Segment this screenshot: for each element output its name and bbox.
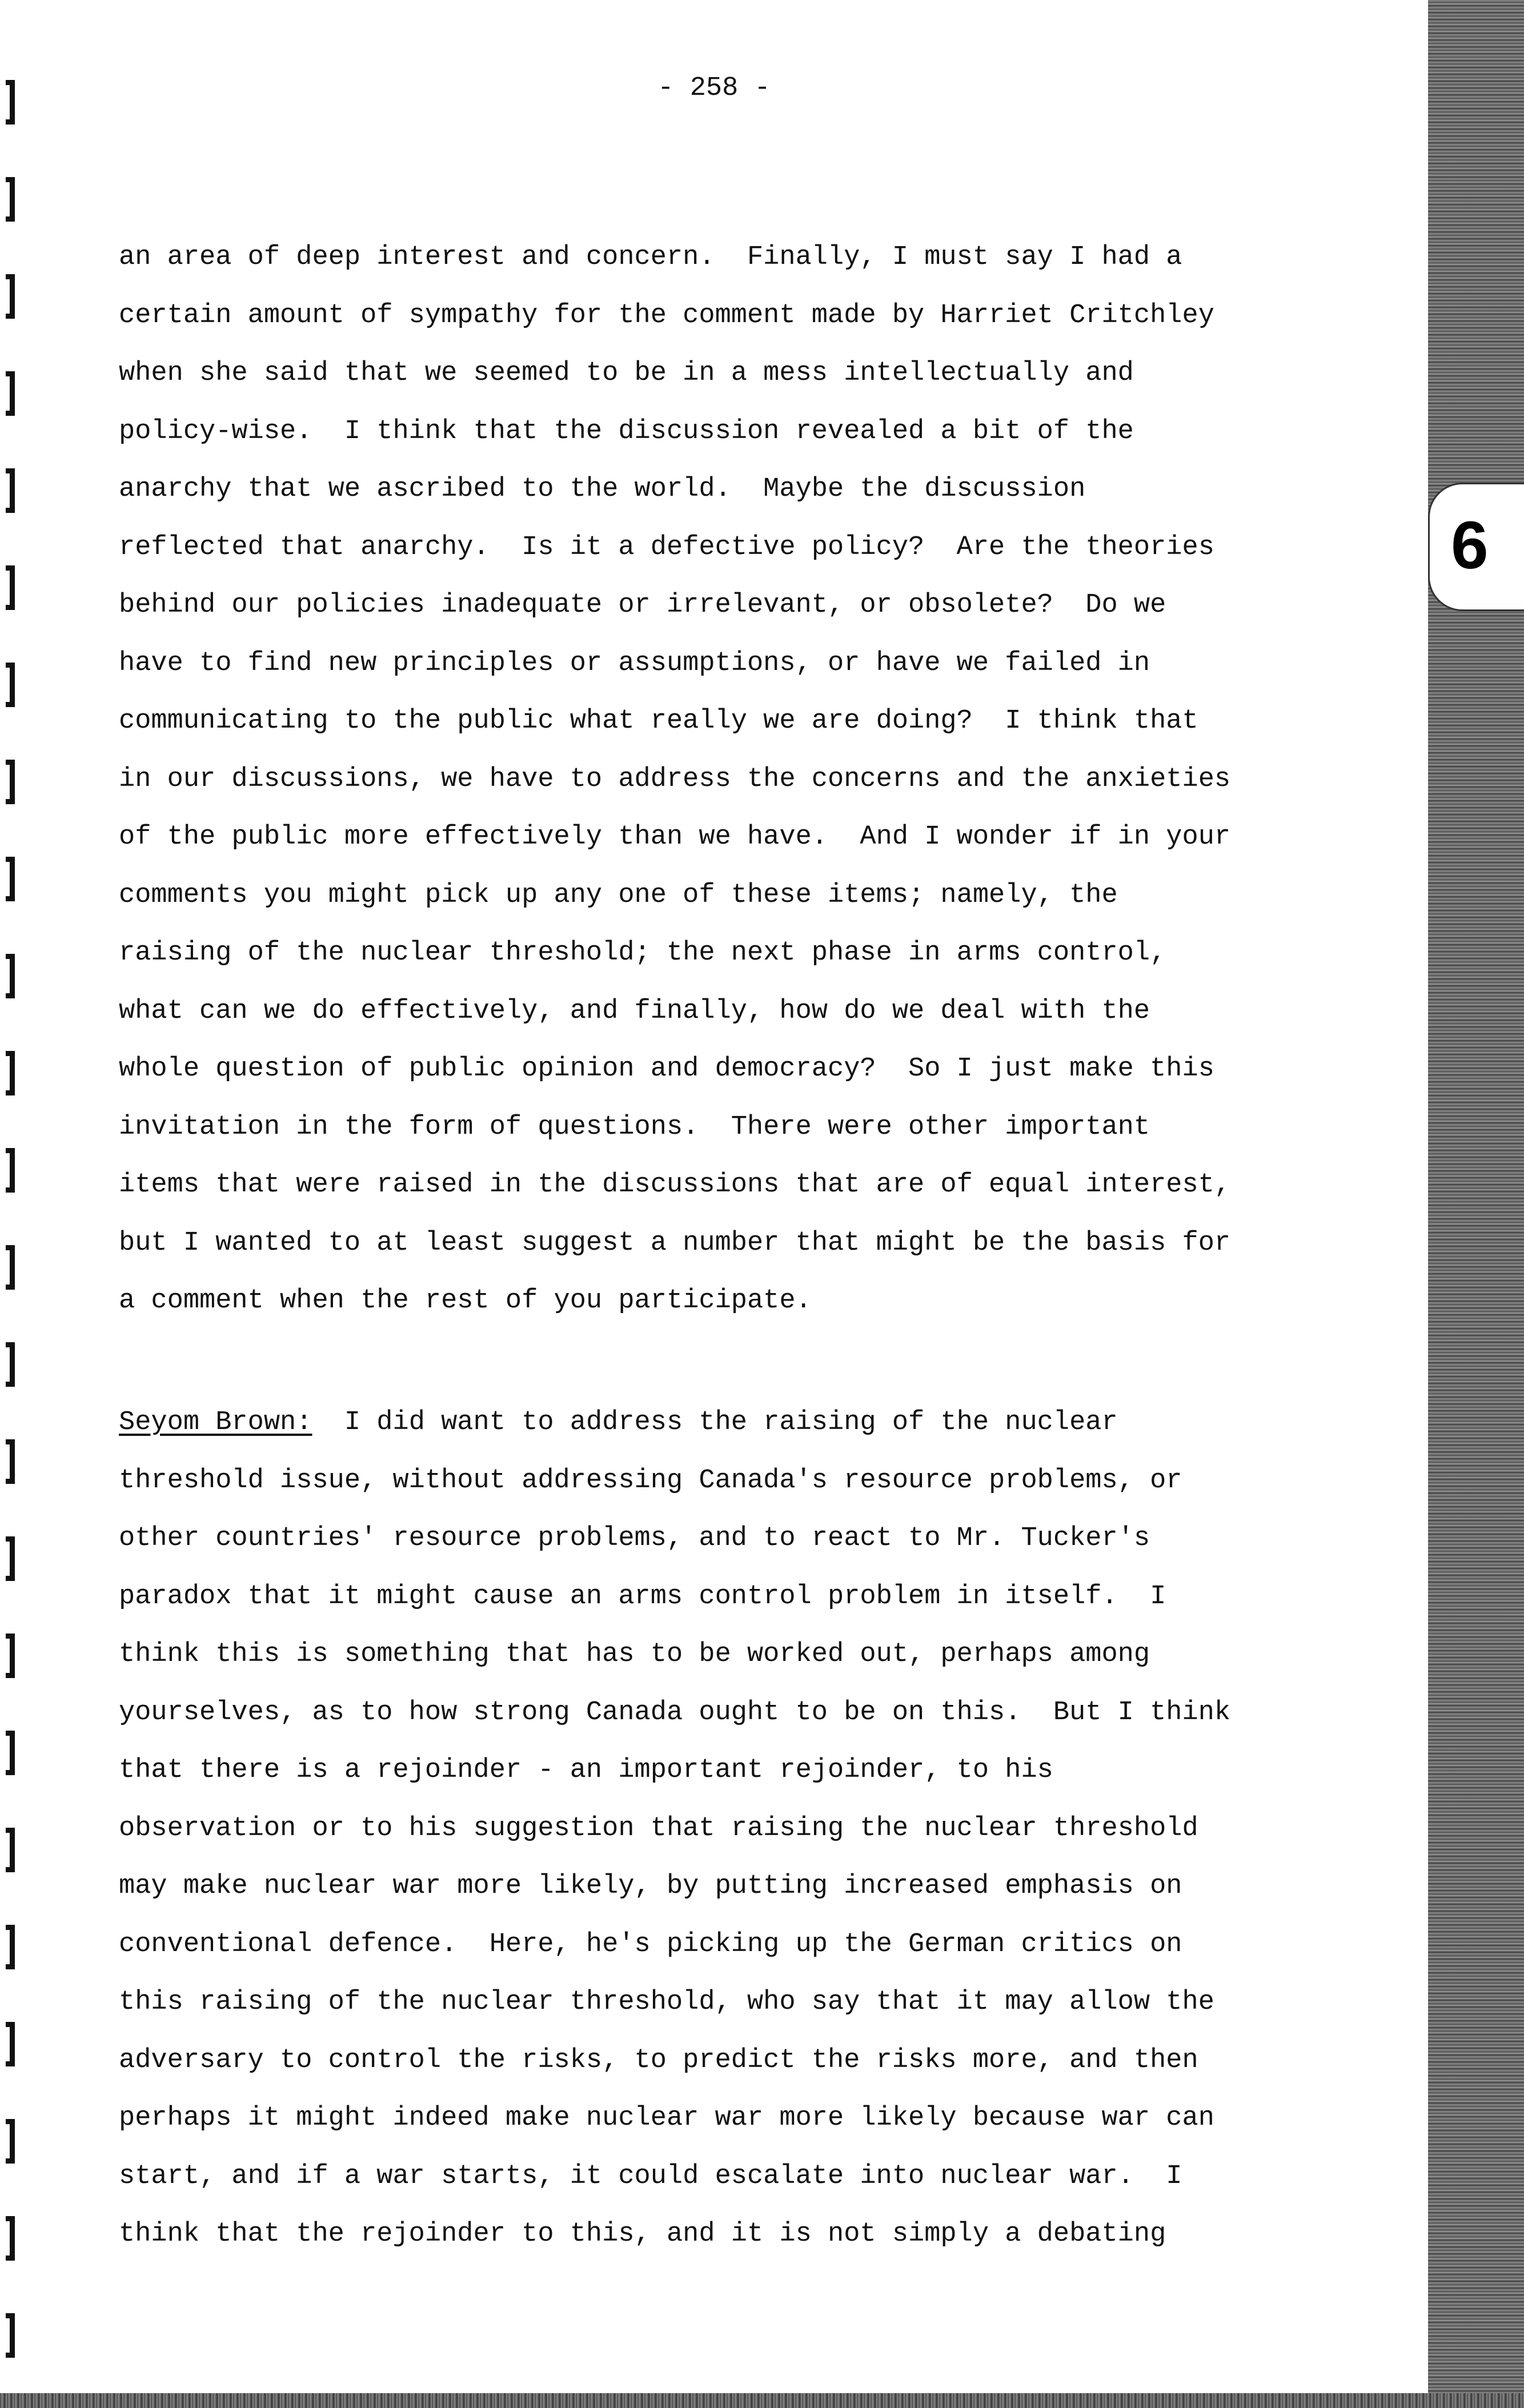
paragraph-2 [119, 1394, 1353, 2263]
binding-bracket [6, 1828, 15, 1872]
text-line: raising of the nuclear threshold; the next phase in arms control, [119, 938, 1166, 968]
text-line: items that were raised in the discussions that are of equal interest, [119, 1170, 1231, 1200]
section-tab-label: 6 [1451, 508, 1489, 583]
text-line: but I wanted to at least suggest a number that might be the basis for [119, 1227, 1231, 1258]
text-line: may make nuclear war more likely, by putting increased emphasis on [119, 1871, 1182, 1901]
binding-bracket [6, 1731, 15, 1775]
text-line: think that the rejoinder to this, and it is not simply a debating [119, 2219, 1166, 2249]
text-line: communicating to the public what really we are doing? I think that [119, 706, 1198, 736]
text-line: threshold issue, without addressing Canada's resource problems, or [119, 1465, 1182, 1496]
binding-bracket [6, 565, 15, 610]
binding-bracket [6, 371, 15, 416]
binding-bracket [6, 1342, 15, 1387]
text-line: whole question of public opinion and democracy? So I just make this [119, 1054, 1214, 1084]
binding-bracket [6, 1634, 15, 1678]
page-bottom-edge [0, 2393, 1524, 2408]
text-line: when she said that we seemed to be in a mess intellectually and [119, 358, 1134, 388]
text-line: conventional defence. Here, he's picking up the German critics on [119, 1929, 1182, 1960]
binding-bracket [6, 2216, 15, 2261]
text-line: yourselves, as to how strong Canada ought to be on this. But I think [119, 1697, 1231, 1728]
speaker-name: Seyom Brown: [119, 1407, 312, 1438]
binding-bracket [6, 1148, 15, 1193]
text-line: an area of deep interest and concern. Finally, I must say I had a [119, 242, 1182, 272]
binding-bracket [6, 2313, 15, 2358]
binding-bracket [6, 1536, 15, 1581]
binding-bracket [6, 760, 15, 804]
text-line: invitation in the form of questions. There were other important [119, 1111, 1150, 1142]
text-line: anarchy that we ascribed to the world. Maybe the discussion [119, 474, 1086, 504]
text-line: perhaps it might indeed make nuclear war more likely because war can [119, 2103, 1214, 2133]
speaker-line [119, 1394, 1353, 1452]
text-line: comments you might pick up any one of these items; namely, the [119, 880, 1118, 910]
text-line: certain amount of sympathy for the comment made by Harriet Critchley [119, 300, 1214, 331]
text-line: a comment when the rest of you participate. [119, 1286, 812, 1316]
binding-bracket [6, 177, 15, 222]
binding-bracket [6, 274, 15, 319]
text-line: other countries' resource problems, and to react to Mr. Tucker's [119, 1523, 1150, 1554]
binding-bracket [6, 2119, 15, 2164]
text-line: in our discussions, we have to address the concerns and the anxieties [119, 764, 1231, 794]
text-line: start, and if a war starts, it could escalate into nuclear war. I [119, 2161, 1182, 2192]
text-line: reflected that anarchy. Is it a defective policy? Are the theories [119, 532, 1214, 563]
binding-bracket [6, 1245, 15, 1290]
text-line: this raising of the nuclear threshold, who say that it may allow the [119, 1987, 1214, 2017]
binding-bracket [6, 857, 15, 901]
binding-bracket [6, 663, 15, 707]
binding-bracket [6, 1051, 15, 1095]
text-line: observation or to his suggestion that raising the nuclear threshold [119, 1813, 1198, 1844]
text-line: behind our policies inadequate or irrelevant, or obsolete? Do we [119, 590, 1166, 620]
page-number: - 258 - [657, 73, 771, 103]
binding-bracket [6, 1925, 15, 1969]
text-line: of the public more effectively than we have. And I wonder if in your [119, 822, 1231, 852]
text-line: think this is something that has to be worked out, perhaps among [119, 1639, 1150, 1669]
text-line: paradox that it might cause an arms control problem in itself. I [119, 1581, 1166, 1612]
text-line: what can we do effectively, and finally, how do we deal with the [119, 996, 1150, 1026]
text-line: that there is a rejoinder - an important rejoinder, to his [119, 1755, 1053, 1785]
binding-bracket [6, 1439, 15, 1484]
paragraph-1 [119, 228, 1353, 1330]
text-line: have to find new principles or assumptions, or have we failed in [119, 648, 1150, 679]
text-line: policy-wise. I think that the discussion revealed a bit of the [119, 416, 1134, 447]
binder-edge [1428, 0, 1524, 2408]
binding-bracket [6, 468, 15, 513]
binding-bracket [6, 954, 15, 998]
binding-bracket [6, 2022, 15, 2066]
text-span: I did want to address the raising of the nuclear [312, 1407, 1118, 1438]
text-line: adversary to control the risks, to predict the risks more, and then [119, 2045, 1198, 2076]
